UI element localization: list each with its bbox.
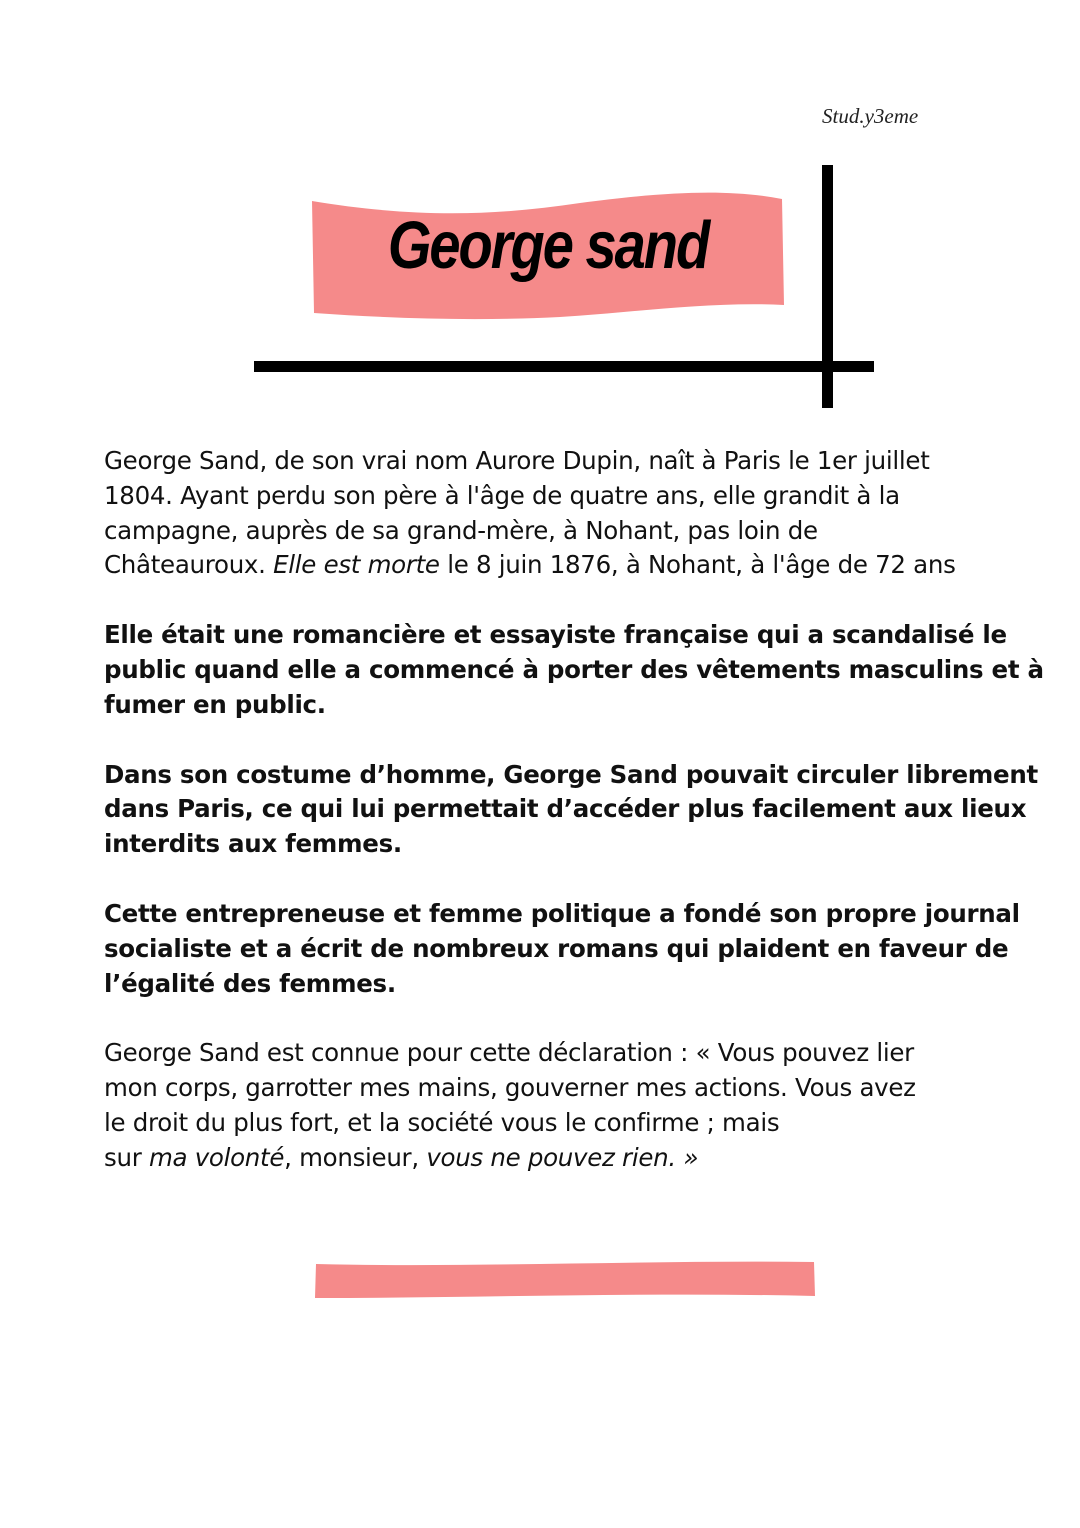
- article-body: [104, 444, 1044, 1211]
- text-line: Elle était une romancière et essayiste française qui a scandalisé le: [104, 620, 1007, 650]
- text-line: campagne, auprès de sa grand-mère, à Nohant, pas loin de: [104, 515, 818, 545]
- text-line: interdits aux femmes.: [104, 829, 402, 859]
- text-segment: , monsieur,: [284, 1142, 427, 1172]
- text-line: 1804. Ayant perdu son père à l'âge de quatre ans, elle grandit à la: [104, 480, 900, 510]
- text-line: l’égalité des femmes.: [104, 968, 396, 998]
- paragraph-quote: [104, 1036, 1004, 1175]
- text-segment: le 8 juin 1876, à Nohant, à l'âge de 72 ans: [439, 550, 956, 580]
- footer-band: [314, 1258, 816, 1300]
- vertical-rule: [822, 165, 833, 408]
- watermark: Stud.y3eme: [822, 104, 919, 128]
- paragraph-costume: [104, 758, 1038, 862]
- text-line: mon corps, garrotter mes mains, gouverner mes actions. Vous avez: [104, 1073, 916, 1103]
- page-title: George sand: [387, 206, 709, 283]
- paragraph-politics: [104, 897, 1020, 1001]
- text-line: le droit du plus fort, et la société vous le confirme ; mais: [104, 1107, 780, 1137]
- text-line: Dans son costume d’homme, George Sand pouvait circuler librement: [104, 759, 1038, 789]
- text-segment: sur: [104, 1142, 149, 1172]
- text-line: [104, 1143, 698, 1172]
- italic-text: Elle est morte: [273, 550, 440, 580]
- text-line: socialiste et a écrit de nombreux romans qui plaident en faveur de: [104, 933, 1009, 963]
- text-line: dans Paris, ce qui lui permettait d’accéder plus facilement aux lieux: [104, 794, 1027, 824]
- text-segment: Châteauroux.: [104, 550, 274, 580]
- italic-text: ma volonté: [148, 1142, 285, 1172]
- italic-text: vous ne pouvez rien. »: [426, 1142, 699, 1172]
- text-line: fumer en public.: [104, 689, 326, 719]
- text-line: George Sand est connue pour cette déclaration : « Vous pouvez lier: [104, 1038, 914, 1068]
- footer-band-shape: [315, 1262, 815, 1298]
- text-line: [104, 550, 956, 579]
- paragraph-biography: [104, 444, 1004, 583]
- horizontal-rule: [254, 361, 874, 372]
- text-line: public quand elle a commencé à porter des vêtements masculins et à: [104, 654, 1044, 684]
- paragraph-scandal: [104, 618, 1044, 722]
- text-line: Cette entrepreneuse et femme politique a fondé son propre journal: [104, 898, 1020, 928]
- text-line: George Sand, de son vrai nom Aurore Dupin, naît à Paris le 1er juillet: [104, 446, 930, 475]
